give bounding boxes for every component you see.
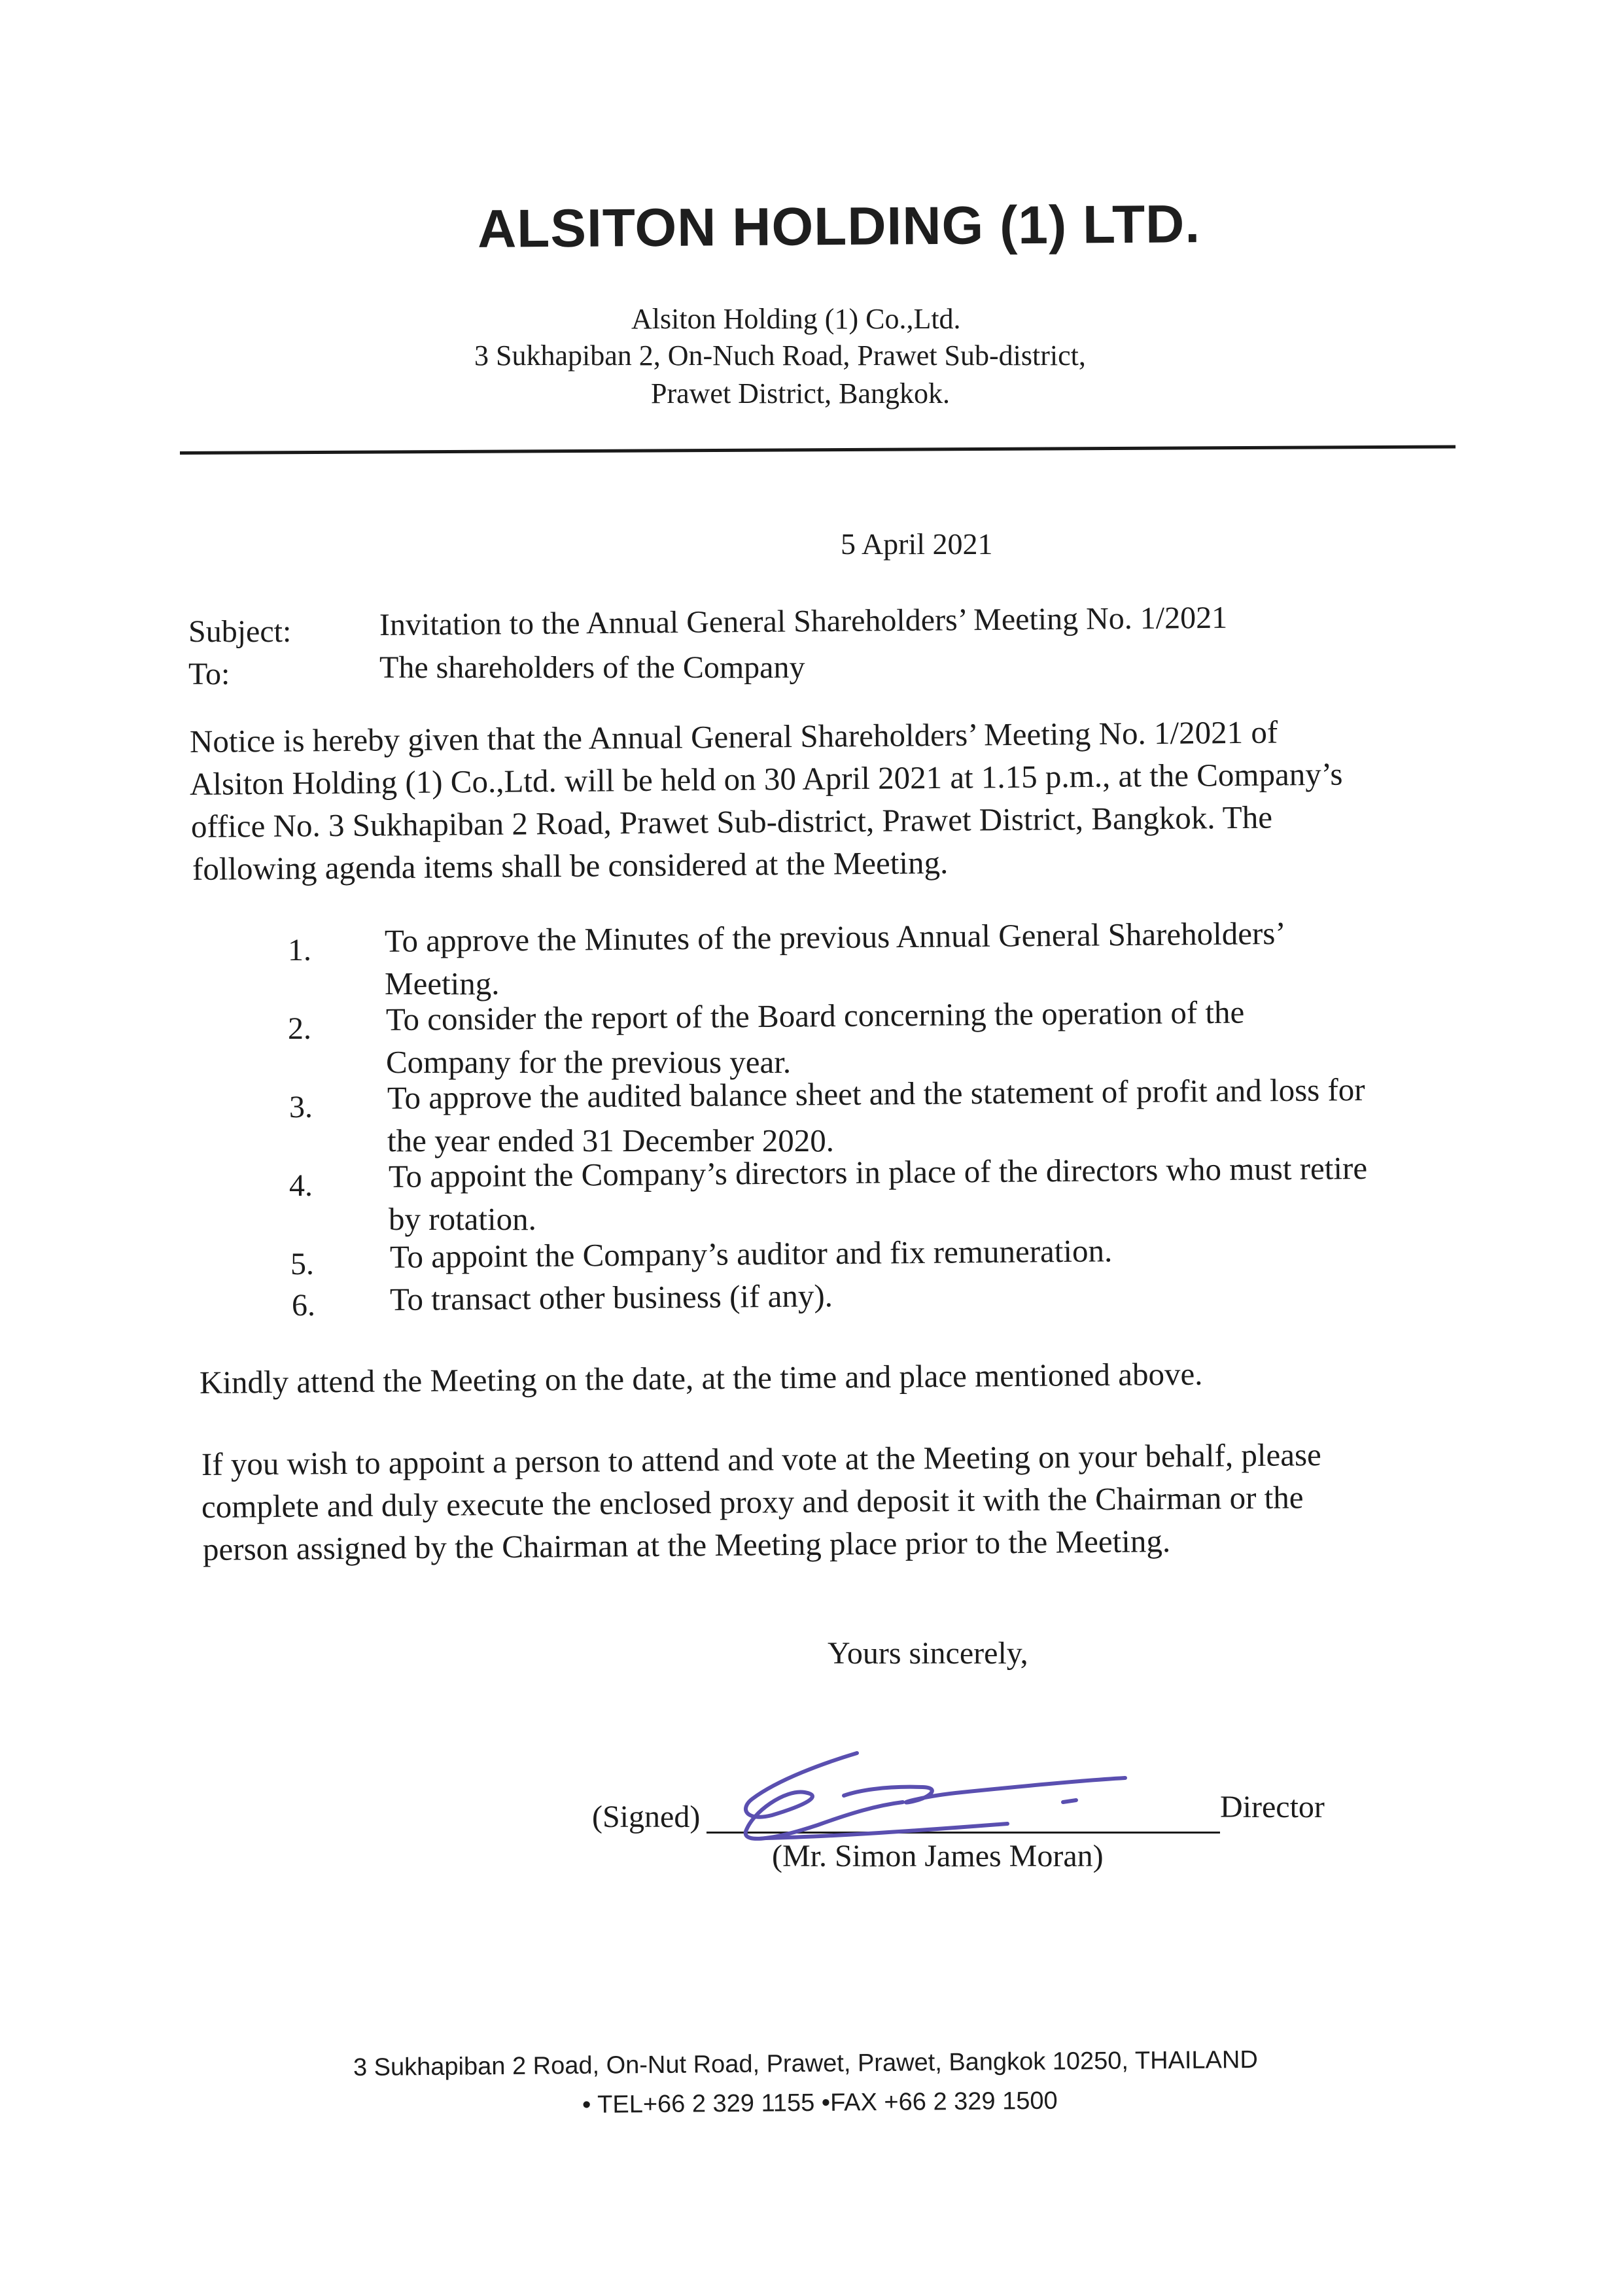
- agenda-number-4: 4.: [289, 1168, 313, 1203]
- proxy-line-1: If you wish to appoint a person to attend and vote at the Meeting on your behalf, please: [201, 1436, 1322, 1482]
- address-line-3: Prawet District, Bangkok.: [651, 377, 951, 409]
- attend-paragraph: Kindly attend the Meeting on the date, at the time and place mentioned above.: [199, 1355, 1203, 1400]
- agenda-number-3: 3.: [289, 1090, 313, 1124]
- notice-line-2: Alsiton Holding (1) Co.,Ltd. will be held on 30 April 2021 at 1.15 p.m., at the Company’s: [189, 756, 1343, 802]
- agenda-item-5-line-1: To appoint the Company’s auditor and fix remuneration.: [389, 1232, 1113, 1275]
- subject-label: Subject:: [188, 614, 292, 649]
- notice-line-1: Notice is hereby given that the Annual General Shareholders’ Meeting No. 1/2021 of: [189, 714, 1278, 759]
- agenda-item-3-line-2: the year ended 31 December 2020.: [387, 1122, 834, 1158]
- signer-name: (Mr. Simon James Moran): [772, 1839, 1104, 1873]
- notice-line-3: office No. 3 Sukhapiban 2 Road, Prawet Sub-district, Prawet District, Bangkok. The: [190, 799, 1273, 844]
- agenda-number-5: 5.: [290, 1247, 314, 1281]
- agenda-item-3-line-1: To approve the audited balance sheet and the statement of profit and loss for: [387, 1071, 1365, 1116]
- notice-line-4: following agenda items shall be considered at the Meeting.: [192, 844, 949, 887]
- agenda-item-4-line-2: by rotation.: [389, 1201, 536, 1237]
- agenda-number-2: 2.: [288, 1011, 311, 1046]
- agenda-item-1-line-1: To approve the Minutes of the previous Annual General Shareholders’: [384, 914, 1286, 959]
- to-label: To:: [188, 657, 230, 691]
- agenda-number-6: 6.: [292, 1288, 315, 1323]
- letter-date: 5 April 2021: [841, 527, 993, 561]
- signer-title: Director: [1220, 1790, 1325, 1824]
- handwritten-signature: [726, 1740, 1151, 1858]
- company-name: ALSITON HOLDING (1) LTD.: [477, 194, 1201, 259]
- closing-salutation: Yours sincerely,: [828, 1636, 1028, 1671]
- footer-address: 3 Sukhapiban 2 Road, On-Nut Road, Prawet, Prawet, Bangkok 10250, THAILAND: [353, 2045, 1258, 2081]
- agenda-item-6-line-1: To transact other business (if any).: [389, 1278, 833, 1317]
- subject-text: Invitation to the Annual General Shareholders’ Meeting No. 1/2021: [379, 600, 1228, 642]
- agenda-item-2-line-2: Company for the previous year.: [386, 1044, 792, 1080]
- signed-label: (Signed): [592, 1800, 701, 1834]
- agenda-item-2-line-1: To consider the report of the Board concerning the operation of the: [385, 994, 1245, 1037]
- footer-contact: • TEL+66 2 329 1155 •FAX +66 2 329 1500: [582, 2087, 1058, 2119]
- header-divider: [180, 445, 1456, 455]
- address-line-2: 3 Sukhapiban 2, On-Nuch Road, Prawet Sub-district,: [474, 339, 1086, 372]
- agenda-item-1-line-2: Meeting.: [385, 965, 500, 1001]
- proxy-line-3: person assigned by the Chairman at the Meeting place prior to the Meeting.: [202, 1523, 1171, 1567]
- to-text: The shareholders of the Company: [379, 650, 805, 685]
- agenda-number-1: 1.: [288, 933, 311, 967]
- proxy-line-2: complete and duly execute the enclosed proxy and deposit it with the Chairman or the: [201, 1479, 1304, 1525]
- address-line-1: Alsiton Holding (1) Co.,Ltd.: [631, 303, 961, 335]
- agenda-item-4-line-1: To appoint the Company’s directors in place of the directors who must retire: [388, 1149, 1368, 1194]
